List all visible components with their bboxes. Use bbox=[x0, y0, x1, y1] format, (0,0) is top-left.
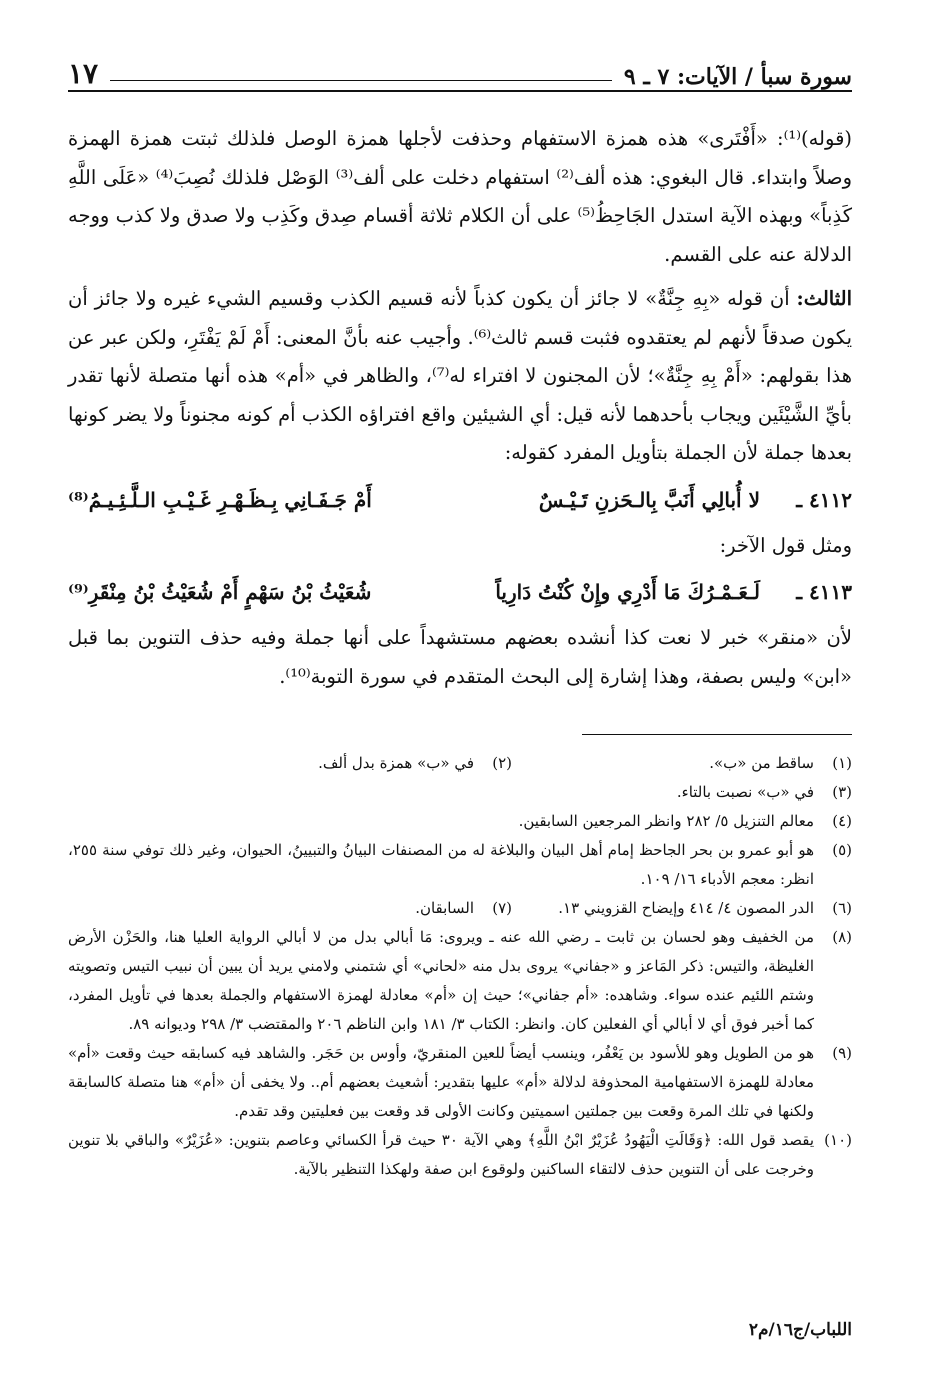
paragraph-1: (قوله)⁽¹⁾: «أَفْتَرى» هذه همزة الاستفهام وحذفت لأجلها همزة الوصل فلذلك ثبتت همزة الهمزة وصلاً وابتداء. قال البغوي: هذه ألف⁽²⁾ استفهام دخلت على ألف⁽³⁾ الوَصْل فلذلك نُصِبَ⁽⁴⁾ «عَلَى اللَّهِ كَذِباً» وبهذه الآية استدل الجَاحِظُ⁽⁵⁾ على أن الكلام ثلاثة أقسام صِدق وكَذِب ولا صدق ولا كذب ووجه الدلالة عنه على القسم. bbox=[68, 127, 853, 266]
footnote-text: هو من الطويل وهو للأسود بن يَعْفُر، وينسب أيضاً للعين المنقريّ، وأوس بن حَجَر. والشاهد فيه كسابقه حيث وقعت «أم» معادلة للهمزة الاستفهامية المحذوفة لدلالة «أم» عليها بتقدير: أشعيث بعضهم أم.. ولا يخفى أن «أم» هنا متصلة كالسابقة ولكنها في تلك المرة وقعت بين جملتين اسميتين وكانت الأولى قد وقعت بين فعليتين وقد تقدم. bbox=[68, 1044, 814, 1120]
main-text bbox=[68, 120, 852, 696]
footnote-6 bbox=[512, 894, 852, 923]
footnote-number: (٨) bbox=[832, 928, 852, 946]
verse-number: ٤١١٣ ـ bbox=[796, 580, 852, 604]
footnote-number: (٧) bbox=[492, 899, 512, 917]
footnote-text: في «ب» نصبت بالتاء. bbox=[676, 783, 814, 801]
footnote-10 bbox=[68, 1126, 852, 1184]
verse-4112 bbox=[68, 477, 852, 523]
footnote-text: يقصد قول الله: ﴿وَقَالَتِ الْيَهُودُ عُزَيْرٌ ابْنُ اللَّهِ﴾ وهي الآية ٣٠ حيث قرأ الكسائي وعاصم بتنوين: «عُزَيْرٌ» والباقي بلا تنوين وخرجت على أن التنوين حذف لالتقاء الساكنين ولوقوع ابن صفة ولهكذا التنظير بالآية. bbox=[68, 1131, 814, 1178]
footnote-1 bbox=[512, 749, 852, 778]
footnote-4 bbox=[68, 807, 852, 836]
footnote-number: (٤) bbox=[832, 812, 852, 830]
footnote-number: (٦) bbox=[832, 899, 852, 917]
footnotes bbox=[68, 749, 852, 1184]
footnote-5 bbox=[68, 836, 852, 894]
footnote-text: ساقط من «ب». bbox=[709, 754, 814, 772]
paragraph-2-label: الثالث: bbox=[796, 287, 852, 310]
paragraph-4: لأن «منقر» خبر لا نعت كذا أنشده بعضهم مستشهداً على أنها جملة وفيه حذف التنوين بما قبل «ابن» وليس بصفة، وهذا إشارة إلى البحث المتقدم في سورة التوبة⁽¹⁰⁾. bbox=[68, 626, 852, 688]
footnote-text: السابقان. bbox=[415, 899, 474, 917]
footnote-number: (١) bbox=[832, 754, 852, 772]
footnote-text: في «ب» همزة بدل ألف. bbox=[318, 754, 474, 772]
footnote-number: (٩) bbox=[832, 1044, 852, 1062]
verse-second-hemistich: شُعَيْثُ بْنُ سَهْمٍ أَمْ شُعَيْثُ بْنُ مِنْقَرِ⁽⁹⁾ bbox=[68, 580, 372, 604]
footnote-9 bbox=[68, 1039, 852, 1126]
paragraph-2 bbox=[68, 280, 852, 473]
signature-mark: اللباب/ج١٦/م٢ bbox=[748, 1320, 852, 1340]
footnote-row-1-2 bbox=[68, 749, 852, 778]
footnote-row-6-7 bbox=[68, 894, 852, 923]
paragraph-2-text: أن قوله «بِهِ جِنَّةٌ» لا جائز أن يكون كذباً لأنه قسيم الكذب وقسيم الشيء غيره ولا جائز أن يكون صدقاً لأنهم لم يعتقدوه فثبت قسم ثالث⁽⁶⁾. وأجيب عنه بأنَّ المعنى: أَمْ لَمْ يَفْتَرِ، ولكن عبر عن هذا بقولهم: «أَمْ بِهِ جِنَّةٌ»؛ لأن المجنون لا افتراء له⁽⁷⁾، والظاهر في «أم» هذه أنها متصلة لأنها تقدر بأيِّ الشَّيْئَين ويجاب بأحدهما لأنه قيل: أي الشيئين واقع افتراؤه الكذب أم كونه مجنوناً ولا يضر كونها بعدها جملة لأن الجملة بتأويل المفرد كقوله: bbox=[68, 287, 853, 464]
footnote-number: (٥) bbox=[832, 841, 852, 859]
header-rule bbox=[110, 80, 612, 81]
footnote-8 bbox=[68, 923, 852, 1039]
verse-first-hemistich: لا أُبالِي أَنَبَّ بِالـحَزنِ تَـيْـسٌ bbox=[538, 487, 760, 512]
page-number: ١٧ bbox=[68, 57, 99, 90]
footnote-number: (١٠) bbox=[824, 1131, 852, 1149]
footnote-text: هو أبو عمرو بن بحر الجاحظ إمام أهل البيان والبلاغة له من المصنفات البيانُ والتبيينُ، الحيوان، وغير ذلك توفي سنة ٢٥٥، انظر: معجم الأدباء ١٦/ ١٠٩. bbox=[68, 841, 814, 888]
paragraph-3: ومثل قول الآخر: bbox=[719, 533, 852, 557]
verse-second-hemistich: أَمْ جَـفَـانِي بِـظَـهْـرِ غَـيْـبِ الـلَّـئِـيـمُ⁽⁸⁾ bbox=[68, 487, 372, 512]
footnote-number: (٣) bbox=[832, 783, 852, 801]
verse-4113 bbox=[68, 569, 852, 615]
header-title: سورة سبأ / الآيات: ٧ ـ ٩ bbox=[623, 64, 852, 90]
footnote-3 bbox=[68, 778, 852, 807]
footnote-separator bbox=[582, 734, 852, 735]
footnote-text: الدر المصون ٤/ ٤١٤ وإيضاح القزويني ١٣. bbox=[558, 899, 814, 917]
page bbox=[68, 40, 852, 1184]
running-header bbox=[68, 40, 852, 92]
footnote-text: معالم التنزيل ٥/ ٢٨٢ وانظر المرجعين السابقين. bbox=[518, 812, 814, 830]
verse-first-hemistich: لَـعَـمْـرُكَ مَا أَدْرِي وإِنْ كُنْتُ دَارِياً bbox=[495, 580, 760, 604]
verse-number: ٤١١٢ ـ bbox=[796, 487, 852, 512]
footnote-text: من الخفيف وهو لحسان بن ثابت ـ رضي الله عنه ـ ويروى: مَا أبالي بدل من لا أبالي الرواية العليا هنا، والحَزْن الأرض الغليظة، والتيس: ذكر المَاعز و «جفاني» يروى بدل منه «لحاني» أي شتمني ولامني يريد أن يبين أن نبيب التيس وتصويته وشتم اللئيم عنده سواء. وشاهده: «أم جفاني»؛ حيث إن «أم» معادلة لهمزة الاستفهام والجملة بعدها في تأويل المفرد، كما أخبر فوق أي لا أبالي أي الفعلين كان. وانظر: الكتاب ٣/ ١٨١ وابن الناظم ٢٠٦ والمقتضب ٣/ ٢٩٨ وديوانه ٨٩. bbox=[68, 928, 814, 1033]
footnote-2 bbox=[172, 749, 512, 778]
footnote-number: (٢) bbox=[492, 754, 512, 772]
footnote-7 bbox=[172, 894, 512, 923]
